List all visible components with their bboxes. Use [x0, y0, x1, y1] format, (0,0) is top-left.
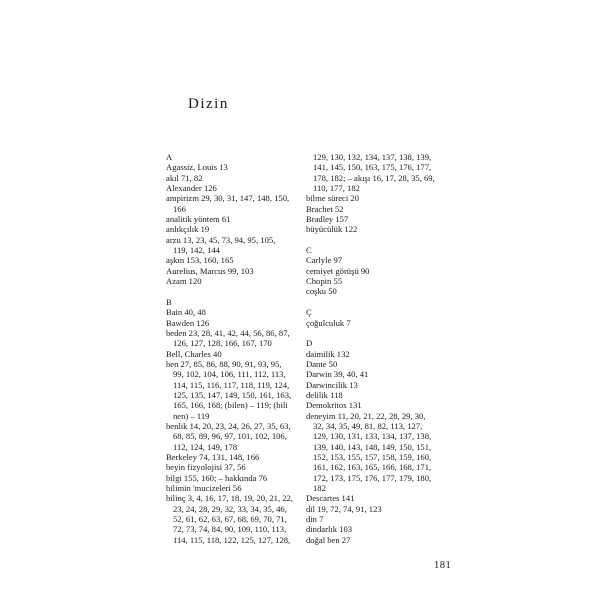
index-column-right: [306, 152, 451, 545]
index-entry: Carlyle 97: [306, 255, 343, 266]
entry-spacer: [306, 297, 451, 307]
index-entry: Darwin 39, 40, 41: [306, 369, 369, 380]
index-entry-continuation: 52, 61, 62, 63, 67, 68, 69, 70, 71,: [173, 514, 287, 525]
index-entry: Aurelius, Marcus 99, 103: [166, 265, 254, 276]
index-entry-continuation: 129, 130, 131, 133, 134, 137, 138,: [313, 431, 432, 442]
index-entry: Bell, Charles 40: [166, 348, 222, 359]
index-entry: bilgi 155, 160; – hakkında 76: [166, 472, 268, 483]
index-entry-continuation: 178, 182; – akışı 16, 17, 28, 35, 69,: [313, 172, 435, 183]
index-entry: Darwincilik 13: [306, 379, 358, 390]
index-entry: Chopin 55: [306, 276, 343, 287]
index-entry-continuation: 139, 140, 143, 148, 149, 150, 151,: [313, 441, 432, 452]
index-entry-continuation: 125, 135, 147, 149, 150, 161, 163,: [173, 389, 292, 400]
index-entry: Agassiz, Louis 13: [166, 162, 228, 173]
section-letter: A: [166, 152, 173, 162]
index-entry: delilik 118: [306, 389, 343, 400]
index-entry: bilinç 3, 4, 16, 17, 18, 19, 20, 21, 22,: [166, 493, 293, 504]
index-entry: büyücülük 122: [306, 224, 358, 235]
index-entry: Alexander 126: [166, 183, 217, 194]
index-entry: ben 27, 85, 86, 88, 90, 91, 93, 95,: [166, 358, 282, 369]
index-entry: Azam 120: [166, 276, 202, 287]
index-entry: doğal ben 27: [306, 534, 351, 545]
index-entry-continuation: 165, 166, 168; (bilen) – 119; (bili: [173, 400, 288, 411]
page-number: 181: [434, 560, 452, 571]
index-entry: daimilik 132: [306, 348, 350, 359]
section-letter: B: [166, 296, 172, 307]
index-title: Dizin: [188, 96, 229, 112]
index-entry: Bawden 126: [166, 317, 210, 328]
index-entry: coşku 50: [306, 286, 337, 297]
index-entry-continuation: 110, 177, 182: [313, 183, 360, 194]
index-entry: anlıkçılık 19: [166, 224, 210, 235]
index-entry-continuation: 114, 115, 118, 122, 125, 127, 128,: [173, 534, 291, 545]
index-entry-continuation: 152, 153, 155, 157, 158, 159, 160,: [313, 451, 432, 462]
section-letter: Ç: [306, 307, 312, 318]
index-entry-continuation: 72, 73, 74, 84, 90, 109, 110, 113,: [173, 524, 287, 535]
index-entry: çoğulculuk 7: [306, 317, 351, 328]
index-entry: beyin fizyolojisi 37, 56: [166, 462, 246, 473]
index-entry-continuation: 141, 145, 150, 163, 175, 176, 177,: [313, 162, 432, 173]
index-entry-continuation: 23, 24, 28, 29, 32, 33, 34, 35, 46,: [173, 503, 287, 514]
index-entry-continuation: nen) – 119: [173, 410, 210, 421]
section-letter: D: [306, 338, 313, 349]
index-column-left: [166, 152, 311, 545]
index-entry: bilimin 'mucizeleri 56: [166, 483, 242, 493]
index-entry: dindarlık 103: [306, 524, 353, 535]
index-entry: aşkın 153, 160, 165: [166, 255, 234, 266]
index-entry: beden 23, 28, 41, 42, 44, 56, 86, 87,: [166, 327, 290, 338]
index-entry-continuation: 32, 34, 35, 49, 81, 82, 113, 127,: [313, 420, 423, 431]
index-entry: benlik 14, 20, 23, 24, 26, 27, 35, 63,: [166, 420, 291, 431]
entry-spacer: [166, 286, 311, 296]
index-entry: bilme süreci 20: [306, 193, 359, 204]
index-entry-continuation: 182: [313, 483, 326, 493]
index-entry: Dante 50: [306, 358, 338, 369]
index-entry: akıl 71, 82: [166, 172, 203, 183]
index-entry: deneyim 11, 20, 21, 22, 28, 29, 30,: [306, 410, 426, 421]
index-entry: din 7: [306, 514, 324, 525]
index-entry-continuation: 112, 124, 149, 178: [173, 441, 238, 452]
index-entry: analitik yöntem 61: [166, 214, 231, 225]
index-entry-continuation: 68, 85, 89, 96, 97, 101, 102, 106,: [173, 431, 287, 442]
index-entry-continuation: 99, 102, 104, 106, 111, 112, 113,: [173, 369, 286, 380]
section-letter: C: [306, 245, 312, 256]
index-entry: Bain 40, 48: [166, 307, 206, 318]
index-entry: Demokritos 131: [306, 400, 362, 411]
index-entry-continuation: 129, 130, 132, 134, 137, 138, 139,: [313, 152, 432, 162]
index-entry: Bradley 157: [306, 214, 349, 225]
index-entry: cemiyet görüşü 90: [306, 265, 370, 276]
entry-spacer: [306, 328, 451, 338]
entry-spacer: [306, 235, 451, 245]
index-entry: Descartes 141: [306, 493, 355, 504]
index-entry: dil 19, 72, 74, 91, 123: [306, 503, 382, 514]
index-entry-continuation: 126, 127, 128, 166, 167, 170: [173, 338, 272, 349]
index-entry-continuation: 161, 162, 163, 165, 166, 168, 171,: [313, 462, 432, 473]
index-entry-continuation: 172, 173, 175, 176, 177, 179, 180,: [313, 472, 432, 483]
index-entry-continuation: 114, 115, 116, 117, 118, 119, 124,: [173, 379, 290, 390]
index-entry: Berkeley 74, 131, 148, 166: [166, 451, 260, 462]
index-entry: ampirizm 29, 30, 31, 147, 148, 150,: [166, 193, 290, 204]
index-entry-continuation: 166: [173, 203, 186, 214]
index-entry: Brachet 52: [306, 203, 344, 214]
index-entry-continuation: 119, 142, 144: [173, 245, 220, 256]
index-entry: arzu 13, 23, 45, 73, 94, 95, 105,: [166, 234, 276, 245]
